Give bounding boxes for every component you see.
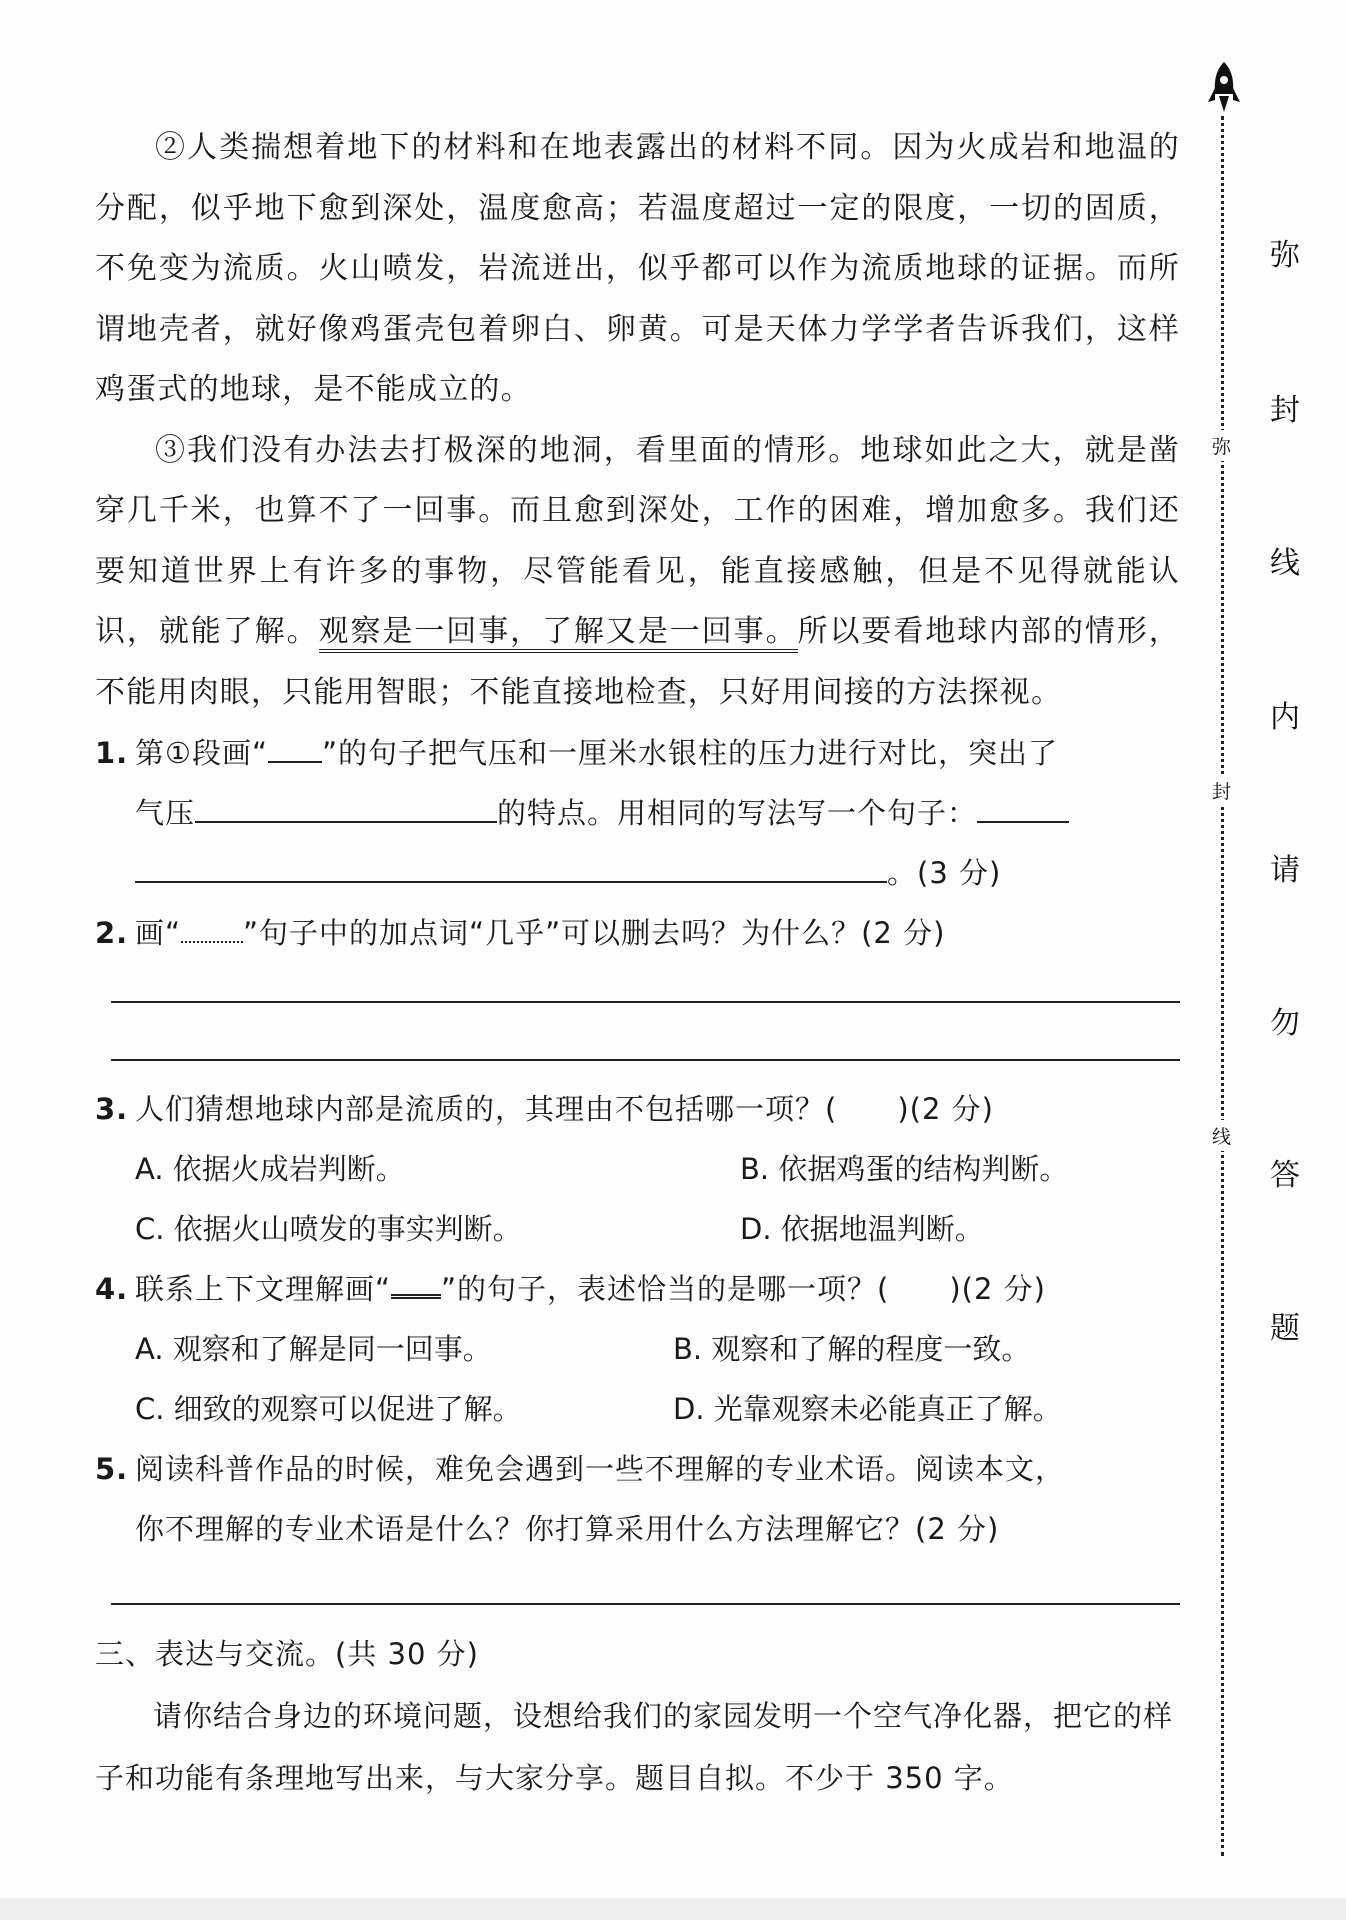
wavy-line-symbol [181, 911, 243, 943]
question-2 [95, 903, 1180, 1061]
passage-paragraph-3-text: ③我们没有办法去打极深的地洞，看里面的情形。地球如此之大，就是凿穿几千米，也算不了一回事。而且愈到深处，工作的困难，增加愈多。我们还要知道世界上有许多的事物，尽管能看见，能直接感触，但是不见得就能认识，就能了解。 [95, 432, 1180, 649]
option-b[interactable]: B. 依据鸡蛋的结构判断。 [740, 1152, 1069, 1186]
seal-small-char: 封 [1212, 775, 1231, 806]
exam-content [95, 118, 1180, 1809]
binding-margin [1200, 60, 1340, 1840]
question-4-options-row [135, 1319, 1180, 1379]
question-3 [95, 1079, 1180, 1139]
question-5 [95, 1439, 1180, 1605]
double-underlined-sentence: 观察是一回事，了解又是一回事。 [319, 614, 798, 653]
option-c[interactable]: C. 细致的观察可以促进了解。 [135, 1392, 522, 1426]
question-5-text-b: 你不理解的专业术语是什么？你打算采用什么方法理解它？(2 分) [135, 1512, 1000, 1546]
question-1 [95, 723, 1180, 903]
seal-small-char: 弥 [1212, 430, 1231, 461]
answer-blank[interactable] [195, 791, 497, 823]
question-2-text-b: ”句子中的加点词“几乎”可以删去吗？为什么？(2 分) [243, 916, 946, 950]
answer-line[interactable] [111, 1565, 1180, 1605]
answer-blank[interactable] [977, 791, 1069, 823]
writing-prompt: 请你结合身边的环境问题，设想给我们的家园发明一个空气净化器，把它的样子和功能有条理地写出来，与大家分享。题目自拟。不少于 350 字。 [95, 1699, 1174, 1795]
question-3-options-row [135, 1139, 1180, 1199]
seal-warning-char: 答 [1270, 1158, 1300, 1193]
question-4-options-row [135, 1379, 1180, 1439]
seal-small-char: 线 [1212, 1120, 1231, 1151]
seal-warning-char: 题 [1270, 1311, 1300, 1346]
sealing-dotted-line [1221, 116, 1224, 1856]
seal-warning-char: 请 [1270, 853, 1300, 888]
answer-line[interactable] [111, 963, 1180, 1003]
option-a[interactable]: A. 观察和了解是同一回事。 [135, 1332, 492, 1366]
question-1-text: 第①段画“ [135, 736, 269, 770]
question-number: 1. [95, 736, 129, 770]
question-5-text: 阅读科普作品的时候，难免会遇到一些不理解的专业术语。阅读本文， [135, 1452, 1066, 1486]
question-3-text: 人们猜想地球内部是流质的，其理由不包括哪一项？( )(2 分) [135, 1092, 994, 1126]
answer-line[interactable] [111, 1021, 1180, 1061]
passage-paragraph-2: ②人类揣想着地下的材料和在地表露出的材料不同。因为火成岩和地温的分配，似乎地下愈到深处，温度愈高；若温度超过一定的限度，一切的固质，不免变为流质。火山喷发，岩流迸出，似乎都可以作为流质地球的证据。而所谓地壳者，就好像鸡蛋壳包着卵白、卵黄。可是天体力学学者告诉我们，这样鸡蛋式的地球，是不能成立的。 [95, 130, 1180, 407]
question-number: 3. [95, 1092, 129, 1126]
option-d[interactable]: D. 依据地温判断。 [740, 1212, 984, 1246]
question-1-text-d: 的特点。用相同的写法写一个句子： [497, 796, 978, 830]
seal-warning-char: 弥 [1270, 238, 1300, 273]
seal-warning-char: 线 [1270, 546, 1300, 581]
question-4 [95, 1259, 1180, 1319]
question-4-text-b: ”的句子，表述恰当的是哪一项？( )(2 分) [441, 1272, 1046, 1306]
option-b[interactable]: B. 观察和了解的程度一致。 [673, 1332, 1031, 1366]
question-number: 5. [95, 1452, 129, 1486]
answer-blank[interactable] [135, 851, 887, 883]
question-number: 4. [95, 1272, 129, 1306]
scan-bottom-edge [0, 1898, 1346, 1920]
rocket-icon [1206, 60, 1242, 120]
straight-line-symbol [268, 731, 322, 763]
option-d[interactable]: D. 光靠观察未必能真正了解。 [673, 1392, 1062, 1426]
question-2-text: 画“ [135, 916, 182, 950]
question-1-score: 。(3 分) [887, 856, 1002, 890]
question-1-text-c: 气压 [135, 796, 196, 830]
question-3-options-row [135, 1199, 1180, 1259]
option-a[interactable]: A. 依据火成岩判断。 [135, 1152, 405, 1186]
double-line-symbol [391, 1264, 441, 1299]
seal-warning-char: 封 [1270, 393, 1300, 428]
passage-paragraph-3-text-end: 所以要看地球内部的情形，不能用肉眼，只能用智眼；不能直接地检查，只好用间接的方法探视。 [95, 614, 1180, 710]
option-c[interactable]: C. 依据火山喷发的事实判断。 [135, 1212, 522, 1246]
passage-paragraph-3 [95, 421, 1180, 724]
seal-warning-char: 内 [1270, 700, 1300, 735]
question-number: 2. [95, 916, 129, 950]
question-4-text: 联系上下文理解画“ [135, 1272, 392, 1306]
section-3-title: 三、表达与交流。(共 30 分) [95, 1637, 479, 1671]
question-1-text-b: ”的句子把气压和一厘米水银柱的压力进行对比，突出了 [322, 736, 1059, 770]
seal-warning-char: 勿 [1270, 1006, 1300, 1041]
